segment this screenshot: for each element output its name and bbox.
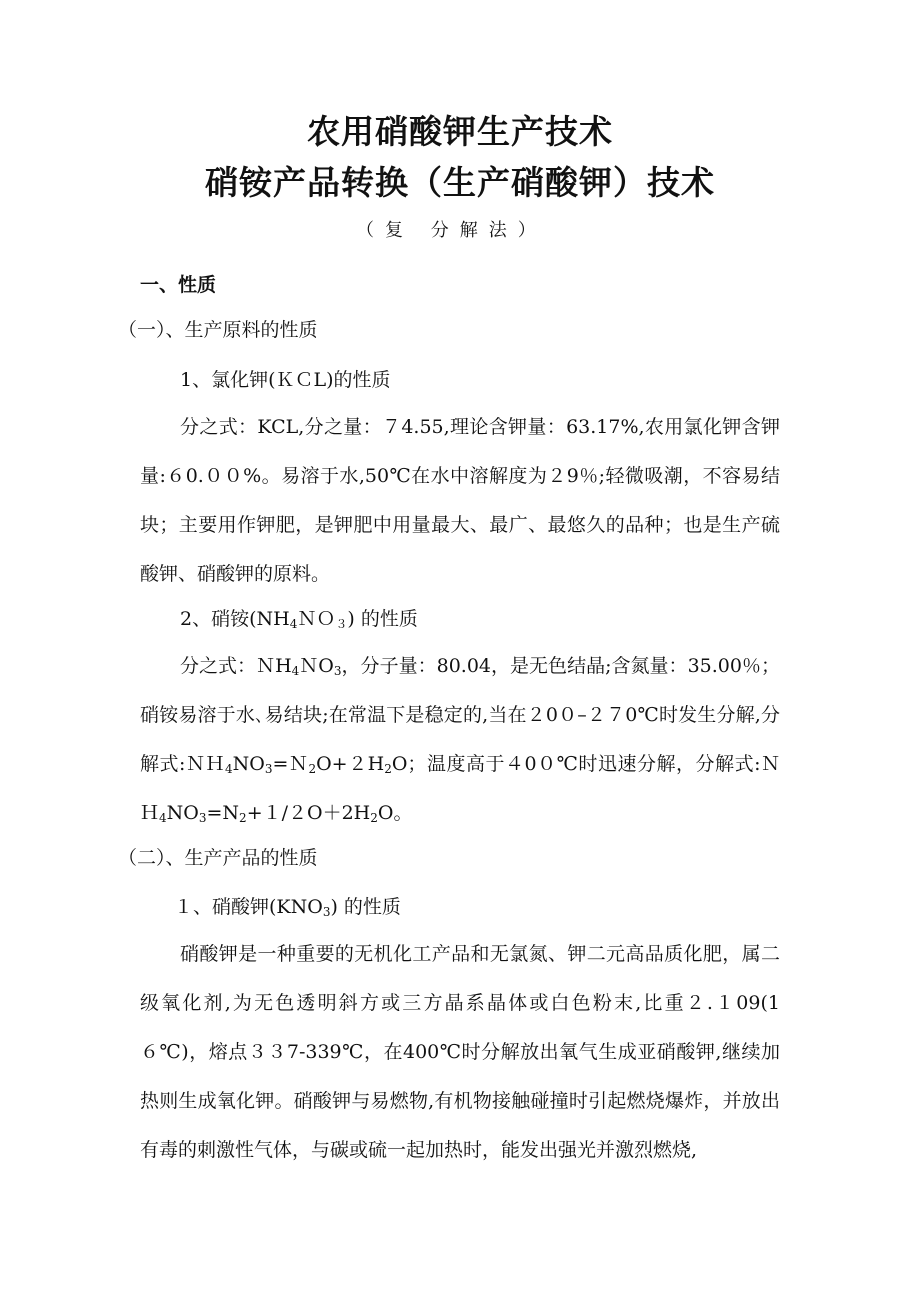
method-note: （复 分解法） — [356, 220, 547, 241]
document-title: 农用硝酸钾生产技术 — [307, 112, 613, 151]
item-nh4no3-text: 分之式：ＮH$_4$ＮO$_3$，分子量：80.04，是无色结晶;含氮量：35.00％；硝铵易溶于水､易结块;在常温下是稳定的,当在２0０–２７0℃时发生分解,分解式$:NH_4NO_3=N_2O+2H_2O$；温度高于４0０℃时迅速分解，分解式$:NH_4NO_3=N_2+1/2O+2H_2O$。 — [140, 655, 781, 825]
subsection-products: （二）、生产产品的性质 — [118, 847, 318, 869]
section-heading-properties: 一、性质 — [140, 274, 217, 296]
item-nh4no3-heading: 2、硝铵$(NH_4NO_3)$ 的性质 — [180, 608, 418, 631]
document-subtitle: 硝铵产品转换（生产硝酸钾）技术 — [205, 163, 715, 202]
item-kno3-text: 硝酸钾是一种重要的无机化工产品和无氯氮、钾二元高品质化肥，属二级氧化剂,为无色透明斜方或三方晶系晶体或白色粉末,比重２.１09(1６℃)，熔点３３7-339℃，在400℃时分解放出氧气生成亚硝酸钾,继续加热则生成氧化钾。硝酸钾与易燃物,有机物接触碰撞时引起燃烧爆炸，并放出有毒的刺激性气体，与碳或硫一起加热时，能发出强光并激烈燃烧, — [140, 943, 780, 1161]
item-kno3-heading: １、硝酸钾$(KNO_3)$ 的性质 — [174, 896, 401, 919]
subsection-raw-materials: （一）、生产原料的性质 — [118, 319, 318, 341]
item-kcl-text: 分之式：KCL,分之量：７4.55,理论含钾量：63.17%,农用氯化钾含钾量:６0.００%。易溶于水,50℃在水中溶解度为２9％;轻微吸潮，不容易结块；主要用作钾肥，是钾肥中用量最大、最广、最悠久的品种；也是生产硫酸钾、硝酸钾的原料。 — [140, 416, 780, 585]
item-kcl-heading: 1、氯化钾(ＫＣL)的性质 — [180, 369, 391, 391]
